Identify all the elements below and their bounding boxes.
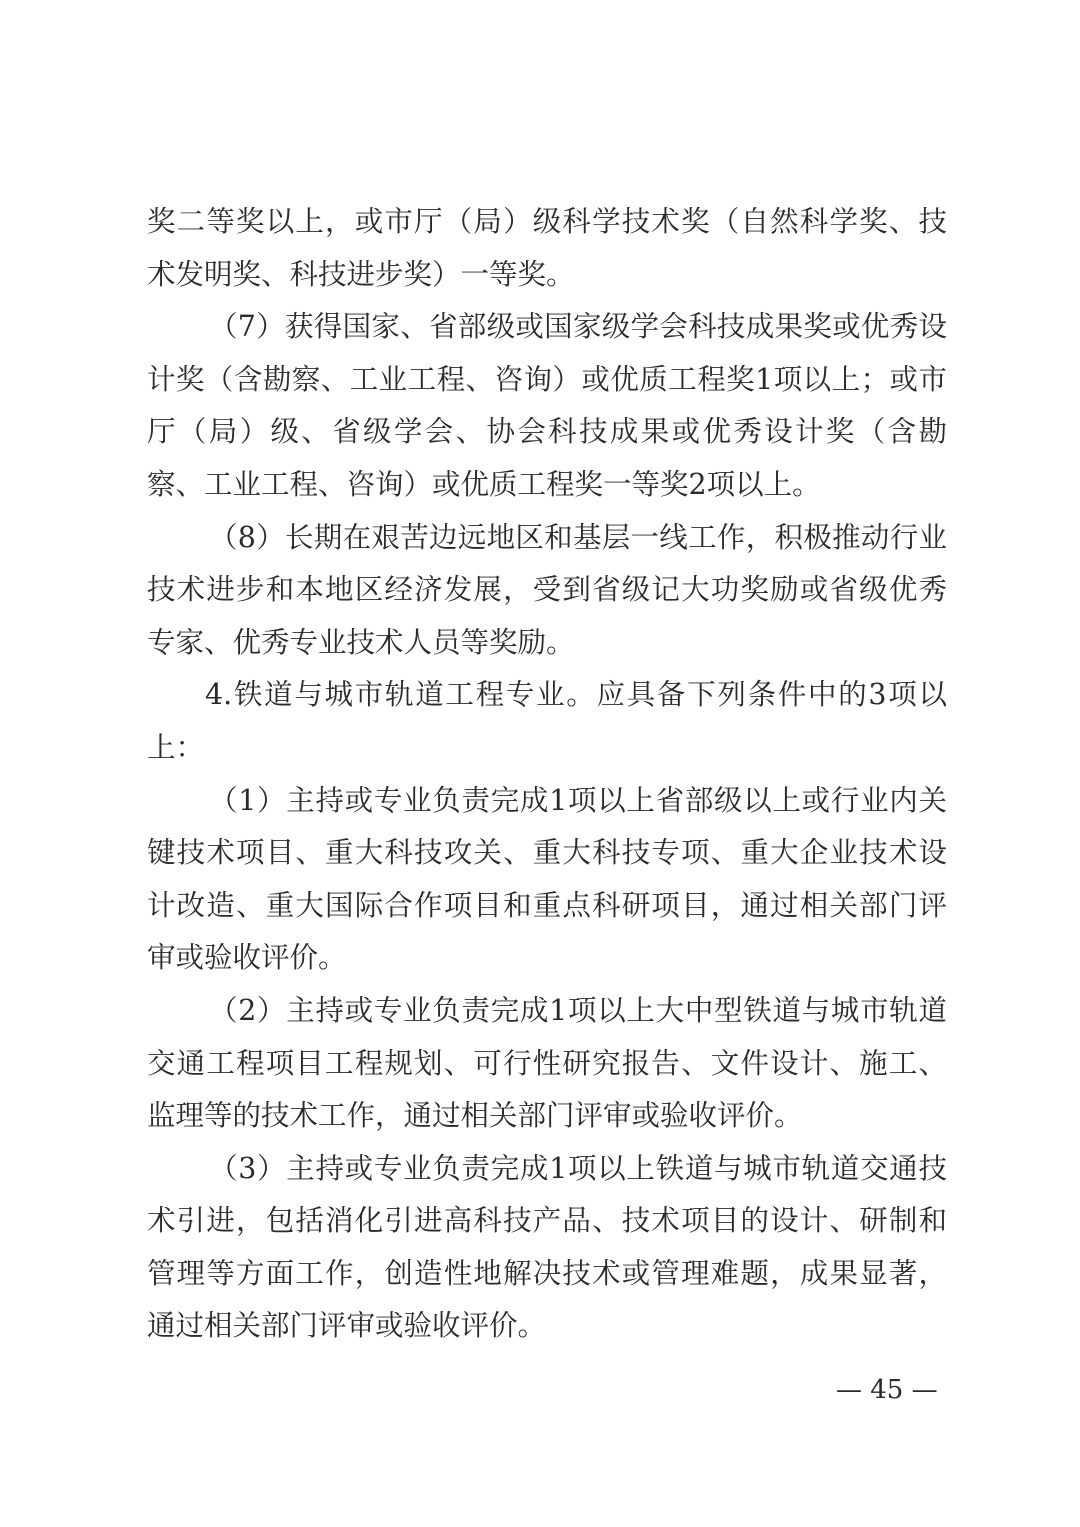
text-line: 交通工程项目工程规划、可行性研究报告、文件设计、施工、 <box>147 1046 947 1080</box>
text-line: 键技术项目、重大科技攻关、重大科技专项、重大企业技术设 <box>147 836 947 870</box>
text-line: 厅（局）级、省级学会、协会科技成果或优秀设计奖（含勘 <box>147 415 947 449</box>
text-line: 管理等方面工作，创造性地解决技术或管理难题，成果显著， <box>147 1256 947 1290</box>
text-line: 专家、优秀专业技术人员等奖励。 <box>147 625 575 659</box>
text-line: 4.铁道与城市轨道工程专业。应具备下列条件中的3项以 <box>205 678 947 712</box>
text-line: 术发明奖、科技进步奖）一等奖。 <box>147 257 575 291</box>
section-heading-railway <box>147 669 947 774</box>
text-line: （7）获得国家、省部级或国家级学会科技成果奖或优秀设 <box>209 310 947 344</box>
text-line: 监理等的技术工作，通过相关部门评审或验收评价。 <box>147 1099 803 1133</box>
paragraph-award-continuation <box>147 196 947 301</box>
text-line: 通过相关部门评审或验收评价。 <box>147 1309 547 1343</box>
text-line: （3）主持或专业负责完成1项以上铁道与城市轨道交通技 <box>209 1151 947 1185</box>
text-line: 察、工业工程、咨询）或优质工程奖一等奖2项以上。 <box>147 467 821 501</box>
text-line: （1）主持或专业负责完成1项以上省部级以上或行业内关 <box>209 783 947 817</box>
paragraph-section-4-item-3 <box>147 1143 947 1353</box>
text-line: 技术进步和本地区经济发展，受到省级记大功奖励或省级优秀 <box>147 573 947 607</box>
text-line: 计改造、重大国际合作项目和重点科研项目，通过相关部门评 <box>147 888 947 922</box>
document-body <box>147 196 947 1353</box>
text-line: 审或验收评价。 <box>147 941 347 975</box>
text-line: 奖二等奖以上，或市厅（局）级科学技术奖（自然科学奖、技 <box>147 205 947 238</box>
paragraph-item-7 <box>147 301 947 511</box>
text-line: （8）长期在艰苦边远地区和基层一线工作，积极推动行业 <box>209 520 947 554</box>
paragraph-section-4-item-2 <box>147 985 947 1143</box>
paragraph-item-8 <box>147 512 947 670</box>
paragraph-section-4-item-1 <box>147 775 947 985</box>
text-line: 上： <box>147 730 205 764</box>
text-line: 术引进，包括消化引进高科技产品、技术项目的设计、研制和 <box>147 1204 947 1238</box>
text-line: （2）主持或专业负责完成1项以上大中型铁道与城市轨道 <box>209 993 947 1027</box>
page-number: — 45 — <box>836 1375 938 1405</box>
text-line: 计奖（含勘察、工业工程、咨询）或优质工程奖1项以上；或市 <box>147 362 947 396</box>
